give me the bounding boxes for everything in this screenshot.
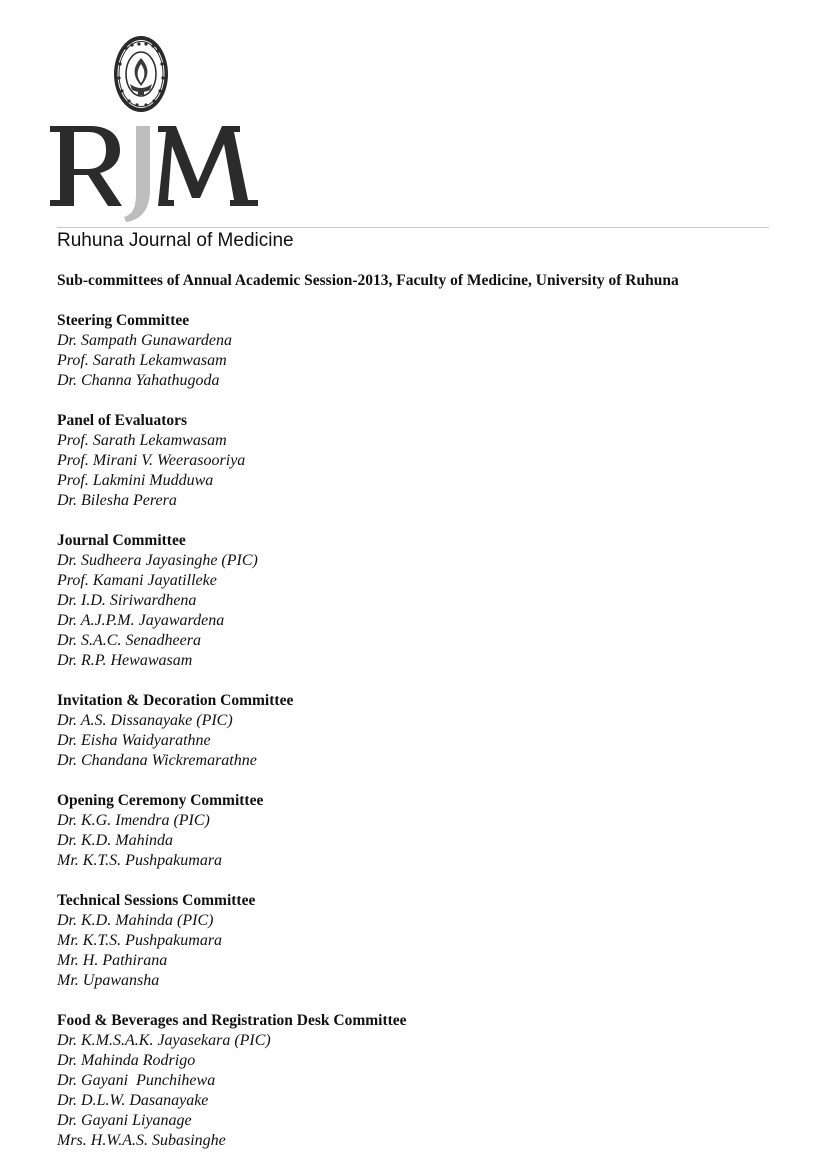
committee-heading: Opening Ceremony Committee [57,792,264,809]
committee-heading: Journal Committee [57,532,186,549]
committee-heading: Panel of Evaluators [57,412,188,429]
member-name: Prof. Mirani V. Weerasooriya [57,452,246,469]
member-name: Prof. Sarath Lekamwasam [57,352,227,369]
member-name: Dr. K.M.S.A.K. Jayasekara (PIC) [57,1032,271,1049]
member-list [57,711,407,771]
member-name: Prof. Kamani Jayatilleke [57,572,217,589]
rjm-logo [46,34,266,224]
member-list [57,811,407,871]
committee-invitation-decoration [57,691,407,771]
member-name: Dr. Eisha Waidyarathne [57,732,211,749]
member-list [57,551,407,671]
member-name: Dr. Chandana Wickremarathne [57,752,257,769]
member-name: Dr. Sampath Gunawardena [57,332,232,349]
member-name: Mrs. H.W.A.S. Subasinghe [57,1132,226,1149]
member-name: Dr. Gayani Punchihewa [57,1072,216,1089]
member-name: Dr. K.G. Imendra (PIC) [57,812,210,829]
committee-opening-ceremony [57,791,407,871]
member-name: Dr. I.D. Siriwardhena [57,592,197,609]
committee-heading: Technical Sessions Committee [57,892,256,909]
member-name: Dr. Channa Yahathugoda [57,372,220,389]
header-divider [57,227,769,228]
committee-panel-of-evaluators [57,411,407,511]
member-list [57,911,407,991]
member-name: Dr. Sudheera Jayasinghe (PIC) [57,552,258,569]
member-list [57,1031,407,1151]
member-name: Mr. H. Pathirana [57,952,168,969]
committee-journal [57,531,407,671]
committee-steering [57,311,407,391]
committee-technical-sessions [57,891,407,991]
member-name: Mr. Upawansha [57,972,160,989]
member-name: Prof. Lakmini Mudduwa [57,472,214,489]
member-name: Dr. K.D. Mahinda (PIC) [57,912,214,929]
committee-food-beverages-registration [57,1011,407,1151]
member-name: Dr. D.L.W. Dasanayake [57,1092,209,1109]
member-name: Dr. Gayani Liyanage [57,1112,192,1129]
member-name: Dr. A.S. Dissanayake (PIC) [57,712,233,729]
university-seal-icon [114,36,168,112]
journal-name: Ruhuna Journal of Medicine [57,230,294,251]
member-name: Dr. Bilesha Perera [57,492,177,509]
document-title: Sub-committees of Annual Academic Session-2013, Faculty of Medicine, University of Ruhuna [57,272,679,289]
member-name: Prof. Sarath Lekamwasam [57,432,227,449]
committee-heading: Steering Committee [57,312,190,329]
member-name: Dr. A.J.P.M. Jayawardena [57,612,225,629]
committee-heading: Food & Beverages and Registration Desk Committee [57,1012,407,1029]
rjm-wordmark [50,126,258,222]
member-name: Dr. K.D. Mahinda [57,832,174,849]
member-name: Dr. R.P. Hewawasam [57,652,193,669]
member-name: Mr. K.T.S. Pushpakumara [57,852,223,869]
member-name: Dr. Mahinda Rodrigo [57,1052,196,1069]
member-list [57,431,407,511]
member-list [57,331,407,391]
committee-list [57,311,407,1171]
member-name: Mr. K.T.S. Pushpakumara [57,932,223,949]
member-name: Dr. S.A.C. Senadheera [57,632,201,649]
committee-heading: Invitation & Decoration Committee [57,692,294,709]
